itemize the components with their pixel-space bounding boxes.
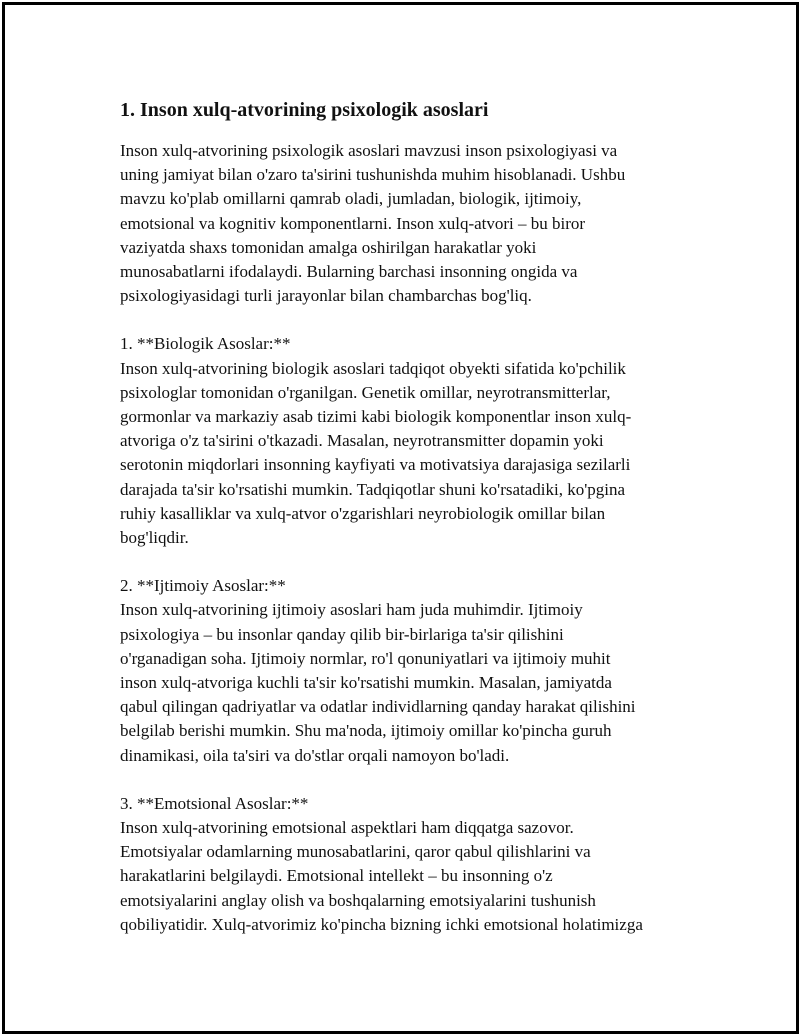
document-content (120, 95, 700, 937)
paragraph-spacer (120, 308, 700, 332)
paragraph-spacer (120, 768, 700, 792)
section-heading-ijtimoiy: 2. **Ijtimoiy Asoslar:** (120, 576, 286, 596)
section-body-emotsional: Inson xulq-atvorining emotsional aspektlari ham diqqatga sazovor. Emotsiyalar odamlarning munosabatlarini, qaror qabul qilishlarini va harakatlarini belgilaydi. Emotsional intellekt – bu insonning o'z emotsiyalarini anglay olish va boshqalarning emotsiyalarini tushunish qobiliyatidir. Xulq-atvorimiz ko'pincha bizning ichki emotsional holatimizga (120, 818, 643, 934)
page-frame (2, 2, 799, 1034)
section-heading-emotsional: 3. **Emotsional Asoslar:** (120, 793, 309, 813)
section-body-biologik: Inson xulq-atvorining biologik asoslari tadqiqot obyekti sifatida ko'pchilik psixologlar tomonidan o'rganilgan. Genetik omillar, neyrotransmitterlar, gormonlar va markaziy asab tizimi kabi biologik komponentlar inson xulq- atvoriga o'z ta'sirini o'tkazadi. Masalan, neyrotransmitter dopamin yoki serotonin miqdorlari insonning kayfiyati va motivatsiya darajasiga sezilarli darajada ta'sir ko'rsatishi mumkin. Tadqiqotlar shuni ko'rsatadiki, ko'pgina ruhiy kasalliklar va xulq-atvor o'zgarishlari neyrobiologik omillar bilan bog'liqdir. (120, 358, 632, 548)
section-heading-biologik: 1. **Biologik Asoslar:** (120, 334, 291, 354)
paragraph-spacer (120, 550, 700, 574)
document-title: 1. Inson xulq-atvorining psixologik asoslari (120, 99, 489, 121)
section-body-ijtimoiy: Inson xulq-atvorining ijtimoiy asoslari ham juda muhimdir. Ijtimoiy psixologiya – bu insonlar qanday qilib bir-birlariga ta'sir qilishini o'rganadigan soha. Ijtimoiy normlar, ro'l qonuniyatlari va ijtimoiy muhit inson xulq-atvoriga kuchli ta'sir ko'rsatishi mumkin. Masalan, jamiyatda qabul qilingan qadriyatlar va odatlar individlarning qanday harakat qilishini belgilab berishi mumkin. Shu ma'noda, ijtimoiy omillar ko'pincha guruh dinamikasi, oila ta'siri va do'stlar orqali namoyon bo'ladi. (120, 600, 636, 765)
intro-paragraph: Inson xulq-atvorining psixologik asoslari mavzusi inson psixologiyasi va uning jamiyat bilan o'zaro ta'sirini tushunishda muhim hisoblanadi. Ushbu mavzu ko'plab omillarni qamrab oladi, jumladan, biologik, ijtimoiy, emotsional va kognitiv komponentlarni. Inson xulq-atvori – bu biror vaziyatda shaxs tomonidan amalga oshirilgan harakatlar yoki munosabatlarni ifodalaydi. Bularning barchasi insonning ongida va psixologiyasidagi turli jarayonlar bilan chambarchas bog'liq. (120, 141, 626, 306)
